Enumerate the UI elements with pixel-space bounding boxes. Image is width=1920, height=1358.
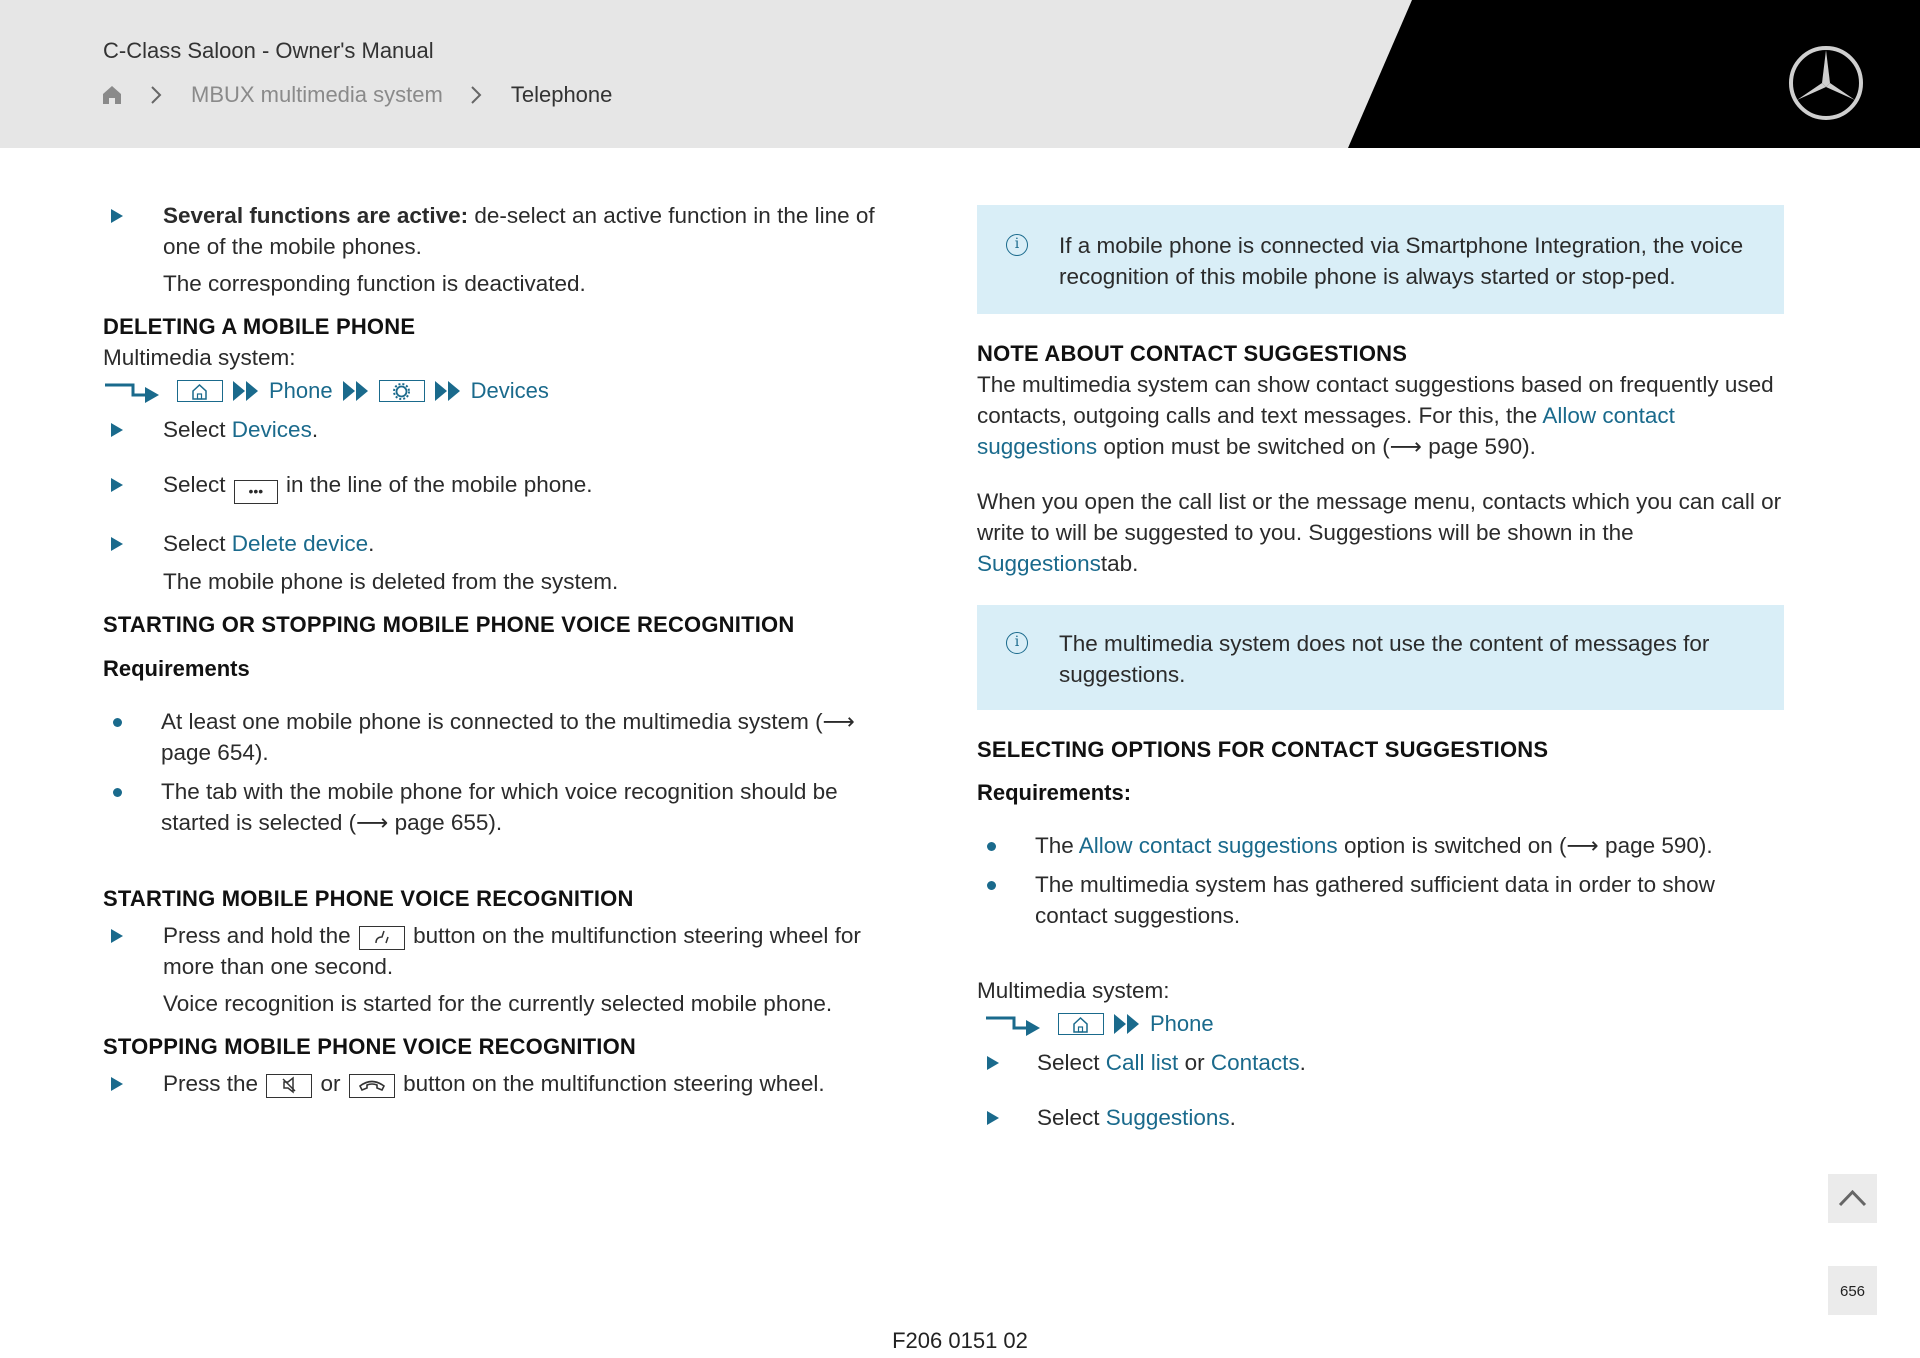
step-select-call-list bbox=[977, 1047, 1784, 1078]
paragraph-text: The multimedia system can show contact suggestions based on frequently used contacts, outgoing calls and text messages. For this, the bbox=[977, 372, 1774, 428]
step-bold-label: Several functions are active: bbox=[163, 203, 469, 228]
path-devices: Devices bbox=[470, 377, 549, 403]
info-text: The multimedia system does not use the content of messages for suggestions. bbox=[1059, 631, 1710, 687]
page-header bbox=[0, 0, 1920, 148]
voice-control-key-icon bbox=[359, 926, 405, 950]
step-arrow-icon bbox=[111, 478, 123, 492]
result-text: The corresponding function is deactivated. bbox=[163, 271, 586, 296]
result-text: The mobile phone is deleted from the system. bbox=[163, 569, 619, 594]
path-phone: Phone bbox=[269, 377, 333, 403]
step-arrow-icon bbox=[987, 1111, 999, 1125]
requirements-label: Requirements: bbox=[977, 780, 1132, 805]
step-text: de-select an active function in the line of one of the mobile phones. bbox=[163, 203, 875, 259]
info-box bbox=[977, 605, 1784, 710]
home-key-icon bbox=[177, 380, 223, 402]
chevron-right-icon bbox=[149, 84, 163, 106]
suggestions-link[interactable]: Suggestions bbox=[1105, 1105, 1230, 1130]
step-text: or bbox=[314, 1071, 347, 1096]
step-arrow-icon bbox=[111, 423, 123, 437]
heading-stopping: STOPPING MOBILE PHONE VOICE RECOGNITION bbox=[103, 1034, 637, 1059]
double-chevron-icon bbox=[435, 381, 461, 401]
path-start-arrow-icon bbox=[103, 379, 167, 403]
right-column bbox=[977, 205, 1784, 1133]
step-text: Press and hold the bbox=[163, 923, 357, 948]
end-call-key-icon bbox=[349, 1074, 395, 1098]
scroll-to-top-button[interactable] bbox=[1828, 1174, 1877, 1223]
step-select-dots bbox=[103, 469, 903, 504]
step-arrow-icon bbox=[111, 209, 123, 223]
heading-selecting-options: SELECTING OPTIONS FOR CONTACT SUGGESTIONS bbox=[977, 737, 1549, 762]
chevron-right-icon bbox=[469, 84, 483, 106]
requirement-text: The multimedia system has gathered sufficient data in order to show contact suggestions. bbox=[1035, 872, 1715, 928]
requirement-item bbox=[103, 776, 903, 838]
step-text: . bbox=[1299, 1050, 1306, 1075]
breadcrumb-current: Telephone bbox=[510, 82, 613, 107]
page-number: 656 bbox=[1839, 1283, 1866, 1300]
step-text: button on the multifunction steering wheel. bbox=[396, 1071, 825, 1096]
call-list-link[interactable]: Call list bbox=[1105, 1050, 1179, 1075]
step-arrow-icon bbox=[111, 537, 123, 551]
bullet-dot-icon bbox=[113, 718, 122, 727]
requirement-text: The tab with the mobile phone for which voice recognition should be started is selected (⟶ page 655). bbox=[161, 779, 838, 835]
step-press-stop bbox=[103, 1068, 903, 1099]
requirement-item bbox=[977, 830, 1784, 861]
document-code: F206 0151 02 bbox=[892, 1328, 1028, 1353]
chevron-up-icon bbox=[1828, 1174, 1877, 1223]
bullet-dot-icon bbox=[987, 881, 996, 890]
requirements-label: Requirements bbox=[103, 656, 250, 681]
path-start-arrow-icon bbox=[984, 1012, 1048, 1036]
step-text: Select bbox=[1037, 1105, 1106, 1130]
delete-device-link[interactable]: Delete device bbox=[231, 531, 369, 556]
heading-start-stop: STARTING OR STOPPING MOBILE PHONE VOICE RECOGNITION bbox=[103, 612, 795, 637]
requirement-item bbox=[977, 869, 1784, 931]
heading-note-contact: NOTE ABOUT CONTACT SUGGESTIONS bbox=[977, 341, 1408, 366]
more-options-icon: ••• bbox=[234, 480, 278, 504]
note-paragraph-1 bbox=[977, 369, 1784, 462]
requirement-text: option is switched on (⟶ page 590). bbox=[1337, 833, 1713, 858]
settings-key-icon bbox=[379, 380, 425, 402]
document-title: C-Class Saloon - Owner's Manual bbox=[103, 38, 434, 63]
step-press-hold bbox=[103, 920, 903, 982]
bullet-dot-icon bbox=[987, 842, 996, 851]
step-select-delete bbox=[103, 528, 903, 559]
path-phone: Phone bbox=[1150, 1010, 1214, 1036]
step-text: Select bbox=[163, 472, 232, 497]
step-text: . bbox=[368, 531, 375, 556]
mute-key-icon bbox=[266, 1074, 312, 1098]
multimedia-label: Multimedia system: bbox=[977, 978, 1170, 1003]
double-chevron-icon bbox=[1114, 1014, 1140, 1034]
info-box bbox=[977, 205, 1784, 314]
heading-starting: STARTING MOBILE PHONE VOICE RECOGNITION bbox=[103, 886, 634, 911]
requirement-text: At least one mobile phone is connected to the multimedia system (⟶ page 654). bbox=[161, 709, 855, 765]
home-key-icon bbox=[1058, 1013, 1104, 1035]
step-select-suggestions bbox=[977, 1102, 1784, 1133]
step-text: Select bbox=[1037, 1050, 1106, 1075]
paragraph-text: tab. bbox=[1100, 551, 1139, 576]
info-icon: i bbox=[1006, 632, 1028, 654]
requirement-text: The bbox=[1035, 833, 1079, 858]
breadcrumb-link-mbux[interactable]: MBUX multimedia system bbox=[191, 82, 443, 107]
allow-contact-suggestions-link[interactable]: Allow contact suggestions bbox=[1078, 833, 1338, 858]
step-text: Press the bbox=[163, 1071, 265, 1096]
devices-link[interactable]: Devices bbox=[231, 417, 312, 442]
double-chevron-icon bbox=[233, 381, 259, 401]
double-chevron-icon bbox=[343, 381, 369, 401]
suggestions-tab-link[interactable]: Suggestions bbox=[977, 551, 1101, 576]
multimedia-label: Multimedia system: bbox=[103, 345, 296, 370]
step-text: Select bbox=[163, 417, 232, 442]
menu-path bbox=[103, 375, 903, 406]
step-text: or bbox=[1178, 1050, 1211, 1075]
step-text: button on the multifunction steering wheel for more than one second. bbox=[163, 923, 861, 979]
step-arrow-icon bbox=[987, 1056, 999, 1070]
step-text: Select bbox=[163, 531, 232, 556]
result-text: Voice recognition is started for the currently selected mobile phone. bbox=[163, 991, 833, 1016]
step-arrow-icon bbox=[111, 929, 123, 943]
mercedes-star-logo bbox=[1787, 44, 1865, 122]
paragraph-text: option must be switched on (⟶ page 590). bbox=[1097, 434, 1536, 459]
left-column bbox=[103, 200, 903, 1099]
heading-deleting: DELETING A MOBILE PHONE bbox=[103, 314, 416, 339]
info-icon: i bbox=[1006, 234, 1028, 256]
bullet-dot-icon bbox=[113, 788, 122, 797]
paragraph-text: When you open the call list or the message menu, contacts which you can call or write to will be suggested to you. Suggestions will be shown in the bbox=[977, 489, 1782, 545]
step-arrow-icon bbox=[111, 1077, 123, 1091]
step-select-devices bbox=[103, 414, 903, 445]
step-text: . bbox=[311, 417, 319, 442]
contacts-link[interactable]: Contacts bbox=[1210, 1050, 1300, 1075]
requirement-item bbox=[103, 706, 903, 768]
breadcrumb bbox=[101, 82, 612, 108]
home-icon[interactable] bbox=[101, 84, 123, 106]
step-text: . bbox=[1229, 1105, 1236, 1130]
step-several-functions bbox=[103, 200, 903, 262]
menu-path bbox=[977, 1008, 1784, 1039]
allow-contact-suggestions-link[interactable]: Allow contact suggestions bbox=[977, 403, 1675, 459]
note-paragraph-2 bbox=[977, 486, 1784, 579]
step-text: in the line of the mobile phone. bbox=[279, 472, 593, 497]
page-number-box bbox=[1828, 1266, 1877, 1315]
info-text: If a mobile phone is connected via Smartphone Integration, the voice recognition of this mobile phone is always started or stop-ped. bbox=[1059, 233, 1744, 289]
